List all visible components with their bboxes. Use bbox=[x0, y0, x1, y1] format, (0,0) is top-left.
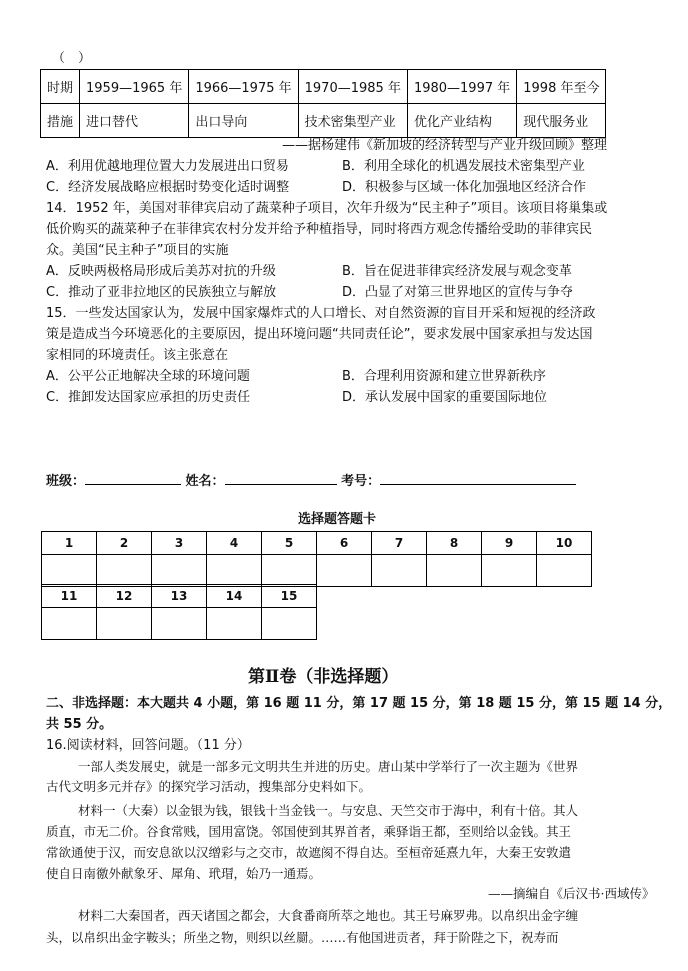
material-1: 常欲通使于汉，而安息欲以汉缯彩与之交市，故遮阂不得自达。至桓帝延熹九年，大秦王安敦遣 bbox=[46, 845, 572, 860]
class-field[interactable] bbox=[85, 470, 181, 485]
answer-box[interactable] bbox=[317, 555, 372, 587]
answer-box[interactable] bbox=[42, 555, 97, 587]
question-number: 10 bbox=[537, 532, 592, 555]
option-a: A．利用优越地理位置大力发展进出口贸易 bbox=[46, 159, 289, 174]
table-cell: 1959—1965 年 bbox=[80, 70, 189, 104]
answer-box[interactable] bbox=[262, 608, 317, 640]
table-cell: 技术密集型产业 bbox=[298, 104, 407, 138]
material-1-source: ——摘编自《后汉书·西域传》 bbox=[488, 886, 655, 901]
question-number: 5 bbox=[262, 532, 317, 555]
table-cell: 1970—1985 年 bbox=[298, 70, 407, 104]
table-cell: 进口替代 bbox=[80, 104, 189, 138]
option-b: B．合理利用资源和建立世界新秩序 bbox=[342, 369, 546, 384]
answer-box[interactable] bbox=[207, 555, 262, 587]
question-15-stem: 策是造成当今环境恶化的主要原因，提出环境问题“共同责任论”，要求发展中国家承担与发达国 bbox=[46, 327, 593, 342]
question-14-stem: 14．1952 年，美国对菲律宾启动了蔬菜种子项目，次年升级为“民主种子”项目。该项目将巢集或 bbox=[46, 201, 608, 216]
question-number: 6 bbox=[317, 532, 372, 555]
answer-box[interactable] bbox=[152, 555, 207, 587]
material-2: 头，以帛织出金字鞍头；所坐之物，则织以丝罽。……有他国进贡者，拜于阶陛之下，祝寿而 bbox=[46, 930, 559, 945]
answer-box[interactable] bbox=[262, 555, 317, 587]
answer-card-grid-1 bbox=[41, 531, 592, 587]
class-label: 班级： bbox=[46, 474, 86, 489]
material-1: 材料一（大秦）以金银为钱，银钱十当金钱一。与安息、天竺交市于海中，利有十倍。其人 bbox=[78, 803, 579, 818]
answer-box[interactable] bbox=[97, 555, 152, 587]
table-cell: 1980—1997 年 bbox=[407, 70, 516, 104]
question-number: 14 bbox=[207, 585, 262, 608]
table-row bbox=[42, 608, 317, 640]
option-d: D．积极参与区域一体化加强地区经济合作 bbox=[342, 180, 587, 195]
answer-box[interactable] bbox=[482, 555, 537, 587]
name-label: 姓名： bbox=[185, 474, 225, 489]
source-citation: ——据杨建伟《新加坡的经济转型与产业升级回顾》整理 bbox=[282, 138, 608, 153]
table-row bbox=[42, 532, 592, 555]
option-a: A．公平公正地解决全球的环境问题 bbox=[46, 369, 250, 384]
material-2: 材料二大秦国者，西天诸国之都会，大食番商所萃之地也。其王号麻罗弗。以帛织出金字缠 bbox=[78, 908, 579, 923]
option-b: B．旨在促进菲律宾经济发展与观念变革 bbox=[342, 264, 572, 279]
question-number: 1 bbox=[42, 532, 97, 555]
answer-box[interactable] bbox=[372, 555, 427, 587]
question-number: 8 bbox=[427, 532, 482, 555]
reading-text: 一部人类发展史，就是一部多元文明共生并进的历史。唐山某中学举行了一次主题为《世界 bbox=[78, 759, 579, 774]
table-cell: 时期 bbox=[41, 70, 80, 104]
option-b: B．利用全球化的机遇发展技术密集型产业 bbox=[342, 159, 585, 174]
table-cell: 措施 bbox=[41, 104, 80, 138]
answer-bracket: （ ） bbox=[52, 51, 92, 66]
option-d: D．凸显了对第三世界地区的宣传与争夺 bbox=[342, 285, 574, 300]
question-15-stem: 15．一些发达国家认为，发展中国家爆炸式的人口增长、对自然资源的盲目开采和短视的经济政 bbox=[46, 306, 596, 321]
name-field[interactable] bbox=[225, 470, 337, 485]
section-instruction: 二、非选择题：本大题共 4 小题，第 16 题 11 分，第 17 题 15 分，第 18 题 15 分，第 15 题 14 分， bbox=[46, 696, 672, 711]
question-16-title: 16.阅读材料，回答问题。（11 分） bbox=[46, 738, 250, 753]
material-1: 使自日南徼外献象牙、犀角、玳瑁，始乃一通焉。 bbox=[46, 866, 322, 881]
section-title: 第Ⅱ卷（非选择题） bbox=[248, 667, 399, 687]
option-c: C．推卸发达国家应承担的历史责任 bbox=[46, 390, 251, 405]
question-number: 3 bbox=[152, 532, 207, 555]
option-a: A．反映两极格局形成后美苏对抗的升级 bbox=[46, 264, 276, 279]
answer-box[interactable] bbox=[42, 608, 97, 640]
answer-box[interactable] bbox=[97, 608, 152, 640]
question-14-stem: 众。美国“民主种子”项目的实施 bbox=[46, 243, 229, 258]
student-info-line bbox=[46, 470, 576, 492]
material-1: 质直，市无二价。谷食常贱，国用富饶。邻国使到其界首者，乘驿诣王都，至则给以金钱。其王 bbox=[46, 824, 572, 839]
table-cell: 出口导向 bbox=[189, 104, 298, 138]
question-number: 13 bbox=[152, 585, 207, 608]
question-number: 2 bbox=[97, 532, 152, 555]
option-c: C．经济发展战略应根据时势变化适时调整 bbox=[46, 180, 290, 195]
table-row bbox=[42, 555, 592, 587]
option-d: D．承认发展中国家的重要国际地位 bbox=[342, 390, 548, 405]
option-c: C．推动了亚非拉地区的民族独立与解放 bbox=[46, 285, 277, 300]
answer-box[interactable] bbox=[427, 555, 482, 587]
answer-box[interactable] bbox=[537, 555, 592, 587]
reading-text: 古代文明多元并存》的探究学习活动，搜集部分史料如下。 bbox=[46, 779, 372, 794]
question-number: 15 bbox=[262, 585, 317, 608]
question-15-stem: 家相同的环境责任。该主张意在 bbox=[46, 348, 229, 363]
table-cell: 现代服务业 bbox=[517, 104, 606, 138]
question-number: 9 bbox=[482, 532, 537, 555]
answer-card-title: 选择题答题卡 bbox=[298, 512, 377, 527]
timeline-table bbox=[40, 69, 606, 138]
question-14-stem: 低价购买的蔬菜种子在菲律宾农村分发并给予种植指导，同时将西方观念传播给受助的菲律宾民 bbox=[46, 222, 593, 237]
id-label: 考号： bbox=[341, 474, 381, 489]
answer-box[interactable] bbox=[207, 608, 262, 640]
table-row bbox=[41, 70, 606, 104]
table-cell: 优化产业结构 bbox=[407, 104, 516, 138]
table-row bbox=[41, 104, 606, 138]
question-number: 7 bbox=[372, 532, 427, 555]
section-instruction: 共 55 分。 bbox=[46, 717, 113, 732]
table-cell: 1966—1975 年 bbox=[189, 70, 298, 104]
id-field[interactable] bbox=[380, 470, 576, 485]
answer-box[interactable] bbox=[152, 608, 207, 640]
question-number: 12 bbox=[97, 585, 152, 608]
question-number: 11 bbox=[42, 585, 97, 608]
question-number: 4 bbox=[207, 532, 262, 555]
table-row bbox=[42, 585, 317, 608]
table-cell: 1998 年至今 bbox=[517, 70, 606, 104]
answer-card-grid-2 bbox=[41, 584, 317, 640]
